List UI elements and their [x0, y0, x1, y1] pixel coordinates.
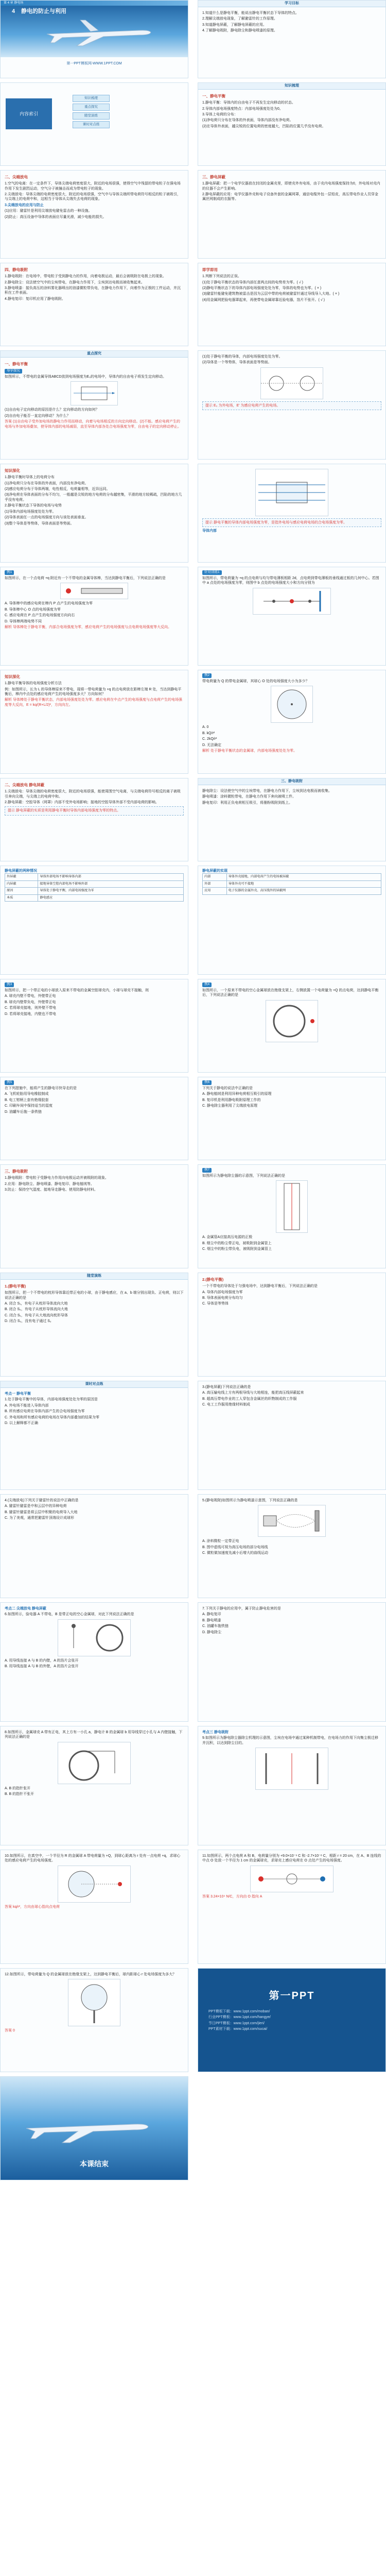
text-line: (1)净电荷只分布在导体的外表面，内部没有净电荷。 [5, 481, 89, 485]
option-text[interactable]: A. 静电复印 [202, 1613, 221, 1617]
option-text[interactable]: A. 闭合 S₁，有电子从枕形导体流向大地 [5, 1302, 68, 1306]
section-header: 重点探究 [1, 351, 188, 358]
slide-knowledge-1[interactable] [198, 82, 386, 166]
note-text: 提示 静电平衡的导体内部电场强度为零，是指外电场与感应电荷电场的合电场强度为零。 [202, 518, 381, 527]
text-line: 6.如图所示，验电器 A 不带电，B 是带正电的空心金属球，对此下列说法正确的是 [5, 1613, 134, 1617]
text-line: 3.(静电屏蔽)下列说法正确的是 [202, 1385, 251, 1389]
slide-example-6[interactable] [198, 1077, 386, 1160]
text-line: 1.处于静电平衡中的导体，内部电场强度处处为零的原因是 [5, 1398, 98, 1402]
option-text[interactable]: D. 静电除尘 [202, 1630, 221, 1634]
tag-label: 例2 [202, 673, 212, 678]
text-line: 考点一 静电平衡 [5, 1392, 31, 1396]
text-line: 2.静电屏蔽的应用：电学仪器外壳和电子设备外套的金属网罩，通信电缆外包一层铅皮，高压带电作业人员穿金属丝网制成的衣服等。 [202, 193, 378, 201]
text-line: 2.尖端放电：导体尖端的电荷密度很大，附近的电场很强，空气中与导体尖端所带电荷符号相反的粒子被吸引，与尖端上的电荷中和，这相当于导体从尖端失去电荷的现象。 [5, 193, 181, 201]
option-text[interactable]: C. 外电场和所有感应电荷的电场在导体内部叠加的结果为零 [5, 1415, 99, 1419]
text-line: 在下列措施中，能将产生的静电尽快导走的是 [5, 1086, 77, 1090]
text-line: (2)静电平衡状态下的导体内部电场强度处处为零，导体的电势也为零。( × ) [202, 286, 322, 290]
option-text[interactable]: A. 涂料微粒一定带正电 [202, 1539, 239, 1544]
hollow-sphere-figure [266, 1000, 318, 1042]
answer-text: 答案 3.24×10⁴ N/C，方向由 O 指向 A [202, 1894, 262, 1899]
option-text[interactable]: B. 用导线连接 A 与 B 的外壁，A 的箔片会张开 [5, 1665, 79, 1669]
option-text[interactable]: A. 0 [202, 725, 209, 730]
text-line: 如图所示，把一个带正电的小球放入原来不带电的金属空腔球壳内，小球与球壳不接触，则 [5, 988, 149, 992]
slide-end[interactable] [0, 2076, 188, 2180]
text-line: 3.尖端放电的应用与防止 [5, 203, 44, 207]
slide-exercise-6[interactable] [198, 1602, 386, 1722]
option-text[interactable]: C. 为了美观，通常把避雷针顶端设计成球形 [5, 1516, 74, 1520]
table-cell: 内屏蔽 [5, 880, 38, 887]
option-text[interactable]: B. 所有感应电荷在导体内部产生的合电场强度为零 [5, 1410, 85, 1414]
table-cell: 电子仪器的金属外壳、高压线外的屏蔽网 [226, 888, 381, 894]
table-cell: 静电感应 [38, 894, 184, 901]
section-title: 三、静电吸附 [5, 1169, 28, 1174]
answer-text: 答案 (1)自由电子受外加电场的静电力作用而移动，向着与电场相反的方向定向移动。(2)不能。感应电荷产生的电场与外加电场叠加，使导体内部的电场减弱，直至导体内部各处合电场强度为零，自由电子的定向移动停止。 [5, 420, 181, 429]
section-title: 一、静电平衡 [202, 94, 225, 98]
option-text[interactable]: B. B 的指针不张开 [5, 1792, 34, 1797]
slide-example-4[interactable] [198, 979, 386, 1073]
option-text[interactable]: A. B 的指针张开 [5, 1786, 31, 1790]
section-title: 三、静电屏蔽 [202, 175, 225, 179]
slide-explore-2[interactable] [198, 350, 386, 460]
text-line: 10.如图所示，在真空中，一个半径为 R 的金属球 A 带电荷量为 +Q，到球心距离为 r 处有一点电荷 +q，求球心处的感应电荷产生的电场强度。 [5, 1854, 181, 1863]
brand-logo: 第一PPT [269, 1990, 315, 2002]
answer-text: 解析 导体棒处于静电平衡，内部合电场强度为零，感应电荷产生的电场强度与点电荷电场强度等大反向。 [5, 625, 171, 629]
text-line: 1.静电平衡：导体内的自由电子不再发生定向移动的状态。 [202, 101, 295, 105]
slide-title[interactable] [0, 0, 188, 78]
answer-text: 答案 0 [5, 2029, 15, 2033]
slide-index[interactable] [0, 82, 188, 166]
slide-exercise-2[interactable] [198, 1381, 386, 1490]
option-text[interactable]: B. 图中虚线可视为高压电场的部分电场线 [202, 1545, 268, 1549]
tag-label: 例5 [5, 1080, 14, 1085]
table-row [203, 880, 381, 887]
table-row [5, 894, 184, 901]
section-title: 知识深化 [5, 674, 20, 679]
slide-exercise-5[interactable] [0, 1602, 188, 1722]
option-text[interactable]: B. 避雷针避雷是将云层中积聚的电荷导入大地 [5, 1510, 78, 1514]
slide-exercise-1[interactable] [0, 1381, 188, 1490]
section-title: 一、静电平衡 [5, 362, 28, 366]
text-line: 考点三 静电吸附 [202, 1731, 229, 1734]
field-figure [260, 367, 323, 399]
table-cell: 外部 [203, 880, 227, 887]
option-text[interactable]: D. 闭合 S₂，没有电子通过 S₂ [5, 1319, 51, 1324]
table-cell: 本质 [5, 894, 38, 901]
airplane-icon [42, 16, 155, 47]
conductor-figure [71, 381, 118, 405]
menu-item[interactable]: 知识梳理 [73, 95, 110, 102]
slide-knowledge-3[interactable] [198, 170, 386, 259]
section-title: 二、尖端放电 [5, 175, 28, 179]
slide-example-1[interactable] [0, 567, 188, 666]
note-text: 提示 静电屏蔽的实质是利用静电平衡时导体内部电场强度为零的特点。 [5, 806, 184, 815]
text-line: 3.静电喷漆：接负高压的涂料雾化器喷出的油漆微粒带负电，在静电力作用下，向着作为正极的工件运动，并沉积在工件表面。 [5, 286, 181, 295]
table-cell: 内部 [203, 874, 227, 880]
option-text[interactable]: C. 感应电荷在 P 点产生的电场强度方向向右 [5, 614, 75, 618]
section-header: 三、静电吸附 [198, 778, 385, 785]
text-line: 1.尖端放电：导体尖端的电荷密度很大，附近的电场很强，能使周围空气电离，与尖端电荷符号相反的离子被吸引奔向尖端，与尖端上的电荷中和。 [5, 790, 181, 799]
table-cell: 导体外壳可不接地 [226, 880, 381, 887]
option-text[interactable]: C. 导体是等势体 [202, 1302, 229, 1306]
section-header: 课时对点练 [1, 1381, 188, 1388]
option-text[interactable]: B. 烟尘中的粉尘带正电，被吸附到金属管上 [202, 1241, 272, 1245]
chapter-bar: 第 4 章 静电场 [1, 1, 188, 6]
goal-item: 2.理解尖端放电现象，了解避雷针的工作原理。 [202, 17, 277, 21]
option-text[interactable]: D. 以上解释都不正确 [5, 1421, 38, 1426]
tag-label: 导学探究 [5, 369, 22, 374]
shield-table [5, 873, 184, 901]
table-row [5, 874, 184, 880]
option-text[interactable]: A. 导体内部电场强度为零 [202, 1290, 243, 1294]
text-line: (2)自由电子能否一直定向移动？为什么？ [5, 414, 71, 418]
text-line: 12.如图所示，带电荷量为 Q 的金属球放在绝缘支架上，达到静电平衡后，球内距球心 r 处电场强度为多大？ [5, 1973, 177, 1976]
insulated-sphere-figure [68, 1979, 120, 2026]
text-line: 1.判断下列说法的正误。 [202, 275, 241, 279]
slide-exercise-7[interactable] [0, 1726, 188, 1845]
goal-item: 4.了解静电吸附，静电除尘和静电喷漆的原理。 [202, 29, 277, 33]
option-text[interactable]: C. 若将球壳接地，则外壁不带电 [5, 1006, 56, 1010]
text-line: 1.静电屏蔽：把一个电学仪器放在封闭的金属壳里，即使壳外有电场，由于壳内电场强度保持为0，外电场对壳内的仪器不会产生影响。 [202, 182, 380, 191]
option-text[interactable]: B. 电工钳柄上套有绝缘胶套 [5, 1098, 49, 1102]
table-cell: 外屏蔽 [5, 874, 38, 880]
text-line: (2)防止：高压设备中导体的表面应尽量光滑，减少电能的损失。 [5, 215, 107, 219]
slide-exercise-11[interactable] [0, 1968, 188, 2072]
slide-practice-1[interactable] [0, 1273, 188, 1377]
tag-label: 例6 [202, 1080, 212, 1085]
option-text[interactable]: B. kQ/r² [202, 731, 215, 735]
option-text[interactable]: A. 避雷针避雷是中和云层中的异种电荷 [5, 1504, 67, 1509]
option-text[interactable]: B. 导体表面电荷分布均匀 [202, 1296, 243, 1300]
text-line: 考点二 尖端放电 静电屏蔽 [5, 1607, 46, 1611]
text-line: (3)避雷针能避免建筑物被雷击是因为云层中带的电荷被避雷针通过导线导入大地。( × ) [202, 292, 340, 296]
section-title: 即学即用 [202, 267, 218, 272]
slide-deepen-1[interactable] [0, 464, 188, 563]
slide-exercise-8[interactable] [198, 1726, 386, 1845]
menu-item[interactable]: 随堂演练 [73, 112, 110, 120]
two-charges-figure [250, 1866, 334, 1892]
goal-item: 3.知道静电屏蔽，了解静电屏蔽的应用。 [202, 23, 267, 27]
shell-figure [58, 1742, 131, 1784]
text-line: 如图所示为静电除尘器的示意图，下列说法正确的是 [202, 1174, 285, 1178]
text-line: 导体内部 [202, 529, 217, 533]
text-line: (1)自由电子定向移动的原因是什么？定向移动的方向如何？ [5, 408, 99, 412]
section-title: 知识深化 [5, 468, 20, 473]
text-line: (4)用金属网把验电器罩起来，再使带电金属球靠近验电器，箔片不张开。( √ ) [202, 298, 325, 302]
index-banner: 内容索引 [6, 98, 52, 129]
plate-figure [253, 588, 331, 615]
option-text[interactable]: C. 静电除尘器利用了尖端放电原理 [202, 1104, 257, 1108]
slide-deepen-3[interactable] [0, 670, 188, 774]
section-header: 知识梳理 [198, 83, 385, 90]
slide-adsorption-2[interactable] [0, 1164, 188, 1268]
electroscope-figure [58, 1619, 131, 1656]
table-row [203, 888, 381, 894]
text-line: 下列关于静电的说法中正确的是 [202, 1086, 253, 1090]
text-line: 1.静电平衡时导体上的电荷分布 [5, 476, 55, 480]
option-text[interactable]: A. 导体棒中的感应电荷在棒内 P 点产生的电场强度为零 [5, 602, 93, 606]
note-text: 提示 E₀ 为外电场，E′ 为感应电荷产生的电场。 [202, 401, 381, 410]
text-line: 2.应用：静电除尘、静电喷漆、静电复印、静电植绒等。 [5, 1182, 94, 1186]
text-line: 7.下列关于静电的应用中，属于防止静电危害的是 [202, 1607, 281, 1611]
table-cell: 原因 [5, 888, 38, 894]
slide-example-2[interactable] [198, 670, 386, 774]
option-text[interactable]: C. 闭合 S₁，有电子从大地流向枕形导体 [5, 1313, 68, 1317]
option-text[interactable]: A. 外电场不能进入导体内部 [5, 1403, 49, 1408]
table-row [5, 880, 184, 887]
end-title: 本课结束 [80, 2160, 109, 2168]
page-title: 静电的防止与利用 [21, 8, 66, 14]
chapter-number: 4 [12, 8, 15, 14]
table-title: 静电屏蔽的实现 [202, 869, 227, 873]
tag-label: 例1 [5, 570, 14, 575]
footer-link[interactable]: PPT模板下载：www.1ppt.com/moban/ [208, 2010, 270, 2013]
precipitator-figure [276, 1180, 308, 1233]
option-text[interactable]: A. 球壳内壁不带电，外壁带正电 [5, 994, 56, 998]
slide-exercise-4[interactable] [198, 1494, 386, 1598]
slide-exercise-10[interactable] [198, 1850, 386, 1964]
site-label: 第一PPT模板网-WWW.1PPT.COM [66, 62, 122, 65]
option-text[interactable]: D. 导体棒两端电势不同 [5, 619, 42, 623]
slide-brand[interactable] [198, 1968, 386, 2072]
text-line: (1)净电荷只分布在导体的外表面，导体内部没有净电荷。 [202, 118, 293, 123]
option-text[interactable]: A. 用导线连接 A 与 B 的内壁，A 的箔片会张开 [5, 1658, 79, 1663]
sphere-figure [271, 686, 313, 723]
option-text[interactable]: B. 导体棒中心 O 点的电场强度为零 [5, 607, 61, 612]
text-line: 8.如图所示，金属球壳 A 带有正电，其上方有一小孔 a，静电计 B 的金属球 b 用导线穿过小孔与 A 内壁接触，下列说法正确的是 [5, 1731, 183, 1739]
answer-text: 答案 kq/r²，方向由球心指向点电荷 [5, 1905, 60, 1909]
text-line: 2.静电除尘：设法使空气中的尘埃带电，在静电力作用下，尘埃到达电极而被收集起来。 [5, 280, 145, 284]
table-cell: 导体处于静电平衡，内部电场强度为零 [38, 888, 184, 894]
option-text[interactable]: C. 电工工作服用绝缘材料制成 [202, 1403, 250, 1407]
section-title: 二、尖端放电 静电屏蔽 [5, 783, 45, 787]
option-text[interactable]: B. 静电喷漆 [202, 1618, 221, 1622]
slide-practice-2[interactable] [198, 1273, 386, 1377]
slide-point-discharge[interactable] [0, 778, 188, 861]
slide-shield-table-1[interactable] [0, 866, 188, 975]
text-line: (1)处于静电平衡状态的导体内部任意两点间的电势差为零。( √ ) [202, 280, 303, 284]
section-header: 随堂演练 [1, 1273, 188, 1280]
option-text[interactable]: C. 烟尘中的粉尘带负电，被吸附到金属管上 [202, 1247, 272, 1251]
goal-item: 1.知道什么是静电平衡，能说出静电平衡状态下导体的特点。 [202, 11, 299, 15]
option-text[interactable]: C. 2kQ/r² [202, 737, 217, 741]
text-line: (2)导体是一个等势体，导体表面是等势面。 [202, 361, 272, 365]
slide-knowledge-2[interactable] [0, 170, 188, 259]
text-line: 带电荷量为 Q 的带电金属球，其球心 O 处的电场强度大小为多少？ [202, 679, 309, 683]
rod-figure [60, 583, 128, 599]
text-line: (1)应用：避雷针是利用尖端放电避免雷击的一种设施。 [5, 209, 92, 213]
slide-example-5[interactable] [0, 1077, 188, 1160]
text-line: 如图所示，不带电的金属导体ABCD放到电场强度为E₀的电场中，导体内的自由电子将发生定向移动。 [5, 375, 167, 379]
footer-link[interactable]: PPT素材下载：www.1ppt.com/sucai/ [208, 2027, 268, 2031]
section-title: 2.(静电平衡) [202, 1277, 224, 1282]
text-line: 1.静电平衡导体的电场强度分析方法 [5, 682, 62, 686]
slide-example-3[interactable] [0, 979, 188, 1073]
slide-adsorption-1[interactable] [198, 778, 386, 861]
option-text[interactable]: B. 闭合 S₂，有电子从枕形导体流向大地 [5, 1308, 68, 1312]
footer-link[interactable]: 行业PPT模板：www.1ppt.com/hangye/ [208, 2015, 271, 2020]
slide-explore-1[interactable] [0, 350, 188, 460]
section-title: 四、静电吸附 [5, 267, 28, 272]
conductor-field-figure [255, 469, 328, 516]
option-text[interactable]: A. 飞机轮胎用导电橡胶制成 [5, 1092, 49, 1096]
slide-training-1[interactable] [198, 567, 386, 666]
option-text[interactable]: A. 高压输电线上方有两根导线与大地相连，能把高压线屏蔽起来 [202, 1391, 304, 1395]
text-line: 静电除尘：设法使空气中的尘埃带电，在静电力作用下，尘埃到达电极而被收集。 [202, 789, 332, 793]
option-text[interactable]: C. 微粒做加速度先减小后增大的曲线运动 [202, 1551, 268, 1555]
text-line: 4.(尖端放电)下列关于避雷针的说法中正确的是 [5, 1499, 79, 1502]
text-line: (1)处于静电平衡的导体，内部电场强度处处为零。 [202, 355, 283, 359]
text-line: 2.静电屏蔽：空腔导体（网罩）内部不受外电场影响；接地的空腔导体外部不受内部电荷的影响。 [5, 801, 159, 804]
table-cell: 导体外壳接地，内部电荷产生的电场被屏蔽 [226, 874, 381, 880]
footer-link[interactable]: 节日PPT模板：www.1ppt.com/jieri/ [208, 2021, 265, 2025]
option-text[interactable]: B. 复印机是利用静电吸附原理工作的 [202, 1098, 261, 1102]
shield-table [202, 873, 381, 894]
option-text[interactable]: B. 超高压带电作业的工人穿包含金属丝的织物制成的工作服 [202, 1397, 297, 1401]
text-line: 如图所示，在一个点电荷 +q 附近有一个不带电的金属导体棒，当达到静电平衡后，下列说法正确的是 [5, 576, 166, 580]
text-line: (2)在导体外表面，越尖锐的位置电荷的密度越大，凹陷的位置几乎没有电荷。 [202, 124, 326, 128]
text-line: 1.空气的电离：在一定条件下，导体尖端电荷密度很大，附近的电场很强，使得空气中残留的带电粒子在强电场作用下发生剧烈运动，空气分子被撞击而成为带电粒子的现象。 [5, 182, 181, 191]
tag-label: 例7 [202, 1168, 212, 1173]
tag-label: 针对训练1 [202, 570, 222, 575]
tag-label: 例4 [202, 982, 212, 987]
option-text[interactable]: A. 静电植绒是利用异种电荷相互吸引的原理 [202, 1092, 272, 1096]
table-cell: 导体外部电场不影响导体内部 [38, 874, 184, 880]
slide-exercise-9[interactable] [0, 1850, 188, 1964]
menu-item[interactable]: 重点探究 [73, 104, 110, 111]
text-line: (1)导体内部电场强度处处为零。 [5, 510, 56, 514]
slide-shield-table-2[interactable] [198, 866, 386, 975]
table-row [5, 888, 184, 894]
answer-text: 解析 处于静电平衡状态的金属球，内部电场强度处处为零。 [202, 749, 297, 753]
answer-text: 解析 导体棒处于静电平衡状态，内部电场强度处处为零。感应电荷在中点产生的电场强度与点电荷产生的电场强度等大反向，E = kq/(R+L/2)²，方向向左。 [5, 698, 182, 707]
text-line: 2.静电平衡状态下导体的电场与电势 [5, 504, 62, 508]
slide-knowledge-4[interactable] [0, 263, 188, 346]
slide-quiz[interactable] [198, 263, 386, 346]
text-line: 4.静电复印：复印机应用了静电吸附。 [5, 297, 65, 301]
option-text[interactable]: D. 油罐车后拖一条铁链 [5, 1110, 42, 1114]
text-line: 3.防止：保持空气湿度、接地导走静电、使用防静电材料。 [5, 1188, 98, 1192]
option-text[interactable]: C. 印刷车间中保持适当的湿度 [5, 1104, 52, 1108]
text-line: (3)净电荷在导体表面的分布不均匀，一般越是尖锐的地方电荷的分布越密集，平滑的地方较稀疏，凹陷的地方几乎没有电荷。 [5, 493, 182, 502]
table-cell: 接地导体空腔内部电场不影响外部 [38, 880, 184, 887]
slide-goals[interactable] [198, 0, 386, 78]
text-line: (2)导体表面任一点的电场强度方向与该处表面垂直。 [5, 516, 89, 520]
text-line: 1.静电吸附：带电粒子受静电力作用向电极运动并被吸附的现象。 [5, 1176, 109, 1180]
text-line: 静电喷漆：涂料微粒带电，在静电力作用下奔向被喷工件。 [202, 795, 296, 799]
text-line: (3)整个导体是等势体，导体表面是等势面。 [5, 521, 74, 526]
text-line: 11.如图所示，两个点电荷 A 和 B，电荷量分别为 +9.0×10⁻⁹ C 和 -2.7×10⁻⁸ C，相距 r = 20 cm，在 A、B 连线的中点 O 处放一个半径为 1 cm 的金属球壳，求球壳上感应电荷在 O 点处产生的电场强度。 [202, 1854, 381, 1863]
section-title: 1.(静电平衡) [5, 1284, 26, 1289]
slide-deepen-2[interactable] [198, 464, 386, 563]
text-line: 如图所示，带电荷量为 +q 的点电荷与均匀带电薄板相距 2d，点电荷到带电薄板的垂线通过板的几何中心。若图中 a 点处的电场强度为零，则图中 b 点处的电场强度大小和方向分别为 [202, 576, 379, 585]
option-text[interactable]: C. 油罐车拖铁链 [202, 1624, 229, 1629]
slide-exercise-3[interactable] [0, 1494, 188, 1598]
text-line: 一个不带电的导体处于匀强电场中，达到静电平衡后，下列说法正确的是 [202, 1284, 318, 1289]
menu-item[interactable]: 课时对点练 [73, 121, 110, 128]
text-line: 如图所示，把一个不带电的枕形导体靠近带正电的小球，由于静电感应，在 a、b 端分别出现负、正电荷，则以下说法正确的是 [5, 1291, 184, 1300]
text-line: (2)感应电荷分布于导体两端，电性相反，电荷量相等，近异远同。 [5, 487, 110, 491]
spray-figure [258, 1505, 326, 1537]
table-title: 静电屏蔽的两种情况 [5, 869, 37, 873]
slide-example-7[interactable] [198, 1164, 386, 1268]
text-line: 5.(静电吸附)如图所示为静电喷漆示意图，下列说法正确的是 [202, 1499, 298, 1502]
section-header: 学习目标 [198, 1, 385, 7]
dust-collector-figure [255, 1748, 328, 1790]
tag-label: 例3 [5, 982, 14, 987]
text-line: 9.如图所示为静电除尘器除尘机理的示意图，尘埃在电场中通过某种机制带电，在电场力的作用下向集尘极迁移并沉积，以达到除尘目的。 [202, 1736, 378, 1745]
airplane-icon [21, 2108, 155, 2144]
text-line: 2.导体内部电场强度特点：内部电场强度处处为0。 [202, 107, 283, 111]
option-text[interactable]: D. 若将球壳接地，内壁也不带电 [5, 1012, 56, 1016]
text-line: 静电复印：利用正负电荷相互吸引，将墨粉吸附到纸上。 [202, 801, 292, 805]
option-text[interactable]: B. 球壳内壁带负电，外壁带正电 [5, 1000, 56, 1004]
sphere-charge-figure [58, 1866, 131, 1903]
option-text[interactable]: D. 无法确定 [202, 743, 221, 747]
table-row [203, 874, 381, 880]
option-text[interactable]: A. 金属管A应接高压电源的正极 [202, 1235, 253, 1240]
text-line: 例：如图所示，长为 L 的导体棒原来不带电，现将一带电荷量为 +q 的点电荷放在距棒左端 R 处，当达到静电平衡后，棒内中点处的感应电荷产生的电场强度多大？方向如何？ [5, 687, 182, 696]
text-line: 3.导体上电荷的分布： [202, 113, 238, 116]
text-line: 1.静电吸附：在电场中，带电粒子受到静电力的作用，向着电极运动，最后会被吸附在电极上的现象。 [5, 275, 166, 279]
table-cell: 应用 [203, 888, 227, 894]
text-line: 如图所示，一个原来不带电的空心金属球放在绝缘支架上，右侧放置一个电荷量为 +Q 的点电荷，达到静电平衡后，下列说法正确的是 [202, 988, 379, 997]
